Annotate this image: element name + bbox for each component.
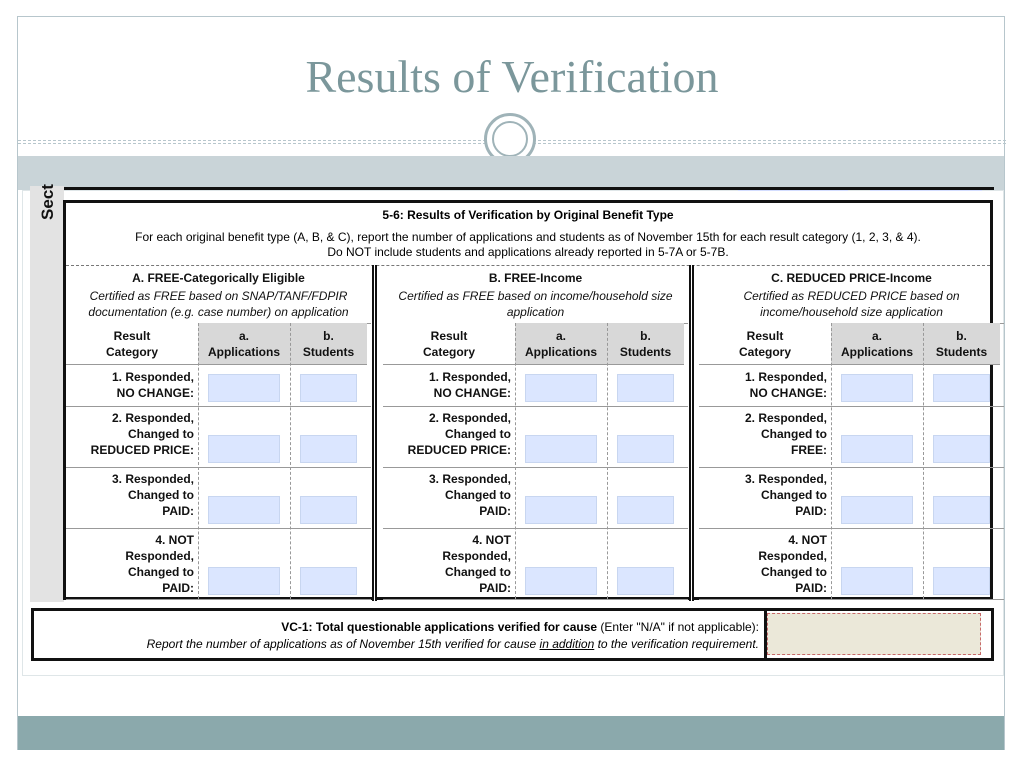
result-category-label: 2. Responded, Changed to REDUCED PRICE: [90, 411, 194, 457]
section-table [383, 265, 688, 597]
vc1-note-before: Report the number of applications as of November 15th verified for cause [146, 637, 540, 651]
column-divider [607, 323, 608, 599]
accent-band [18, 156, 1004, 190]
applications-input[interactable] [208, 435, 280, 463]
students-input[interactable] [617, 496, 674, 524]
result-category-label: 3. Responded, Changed to PAID: [744, 472, 827, 518]
column-header-students: b. Students [607, 323, 684, 365]
column-header-applications: a. Applications [515, 323, 607, 365]
column-header-students: b. Students [290, 323, 367, 365]
row-divider [383, 406, 688, 407]
students-input[interactable] [300, 435, 357, 463]
result-category-label: 2. Responded, Changed to REDUCED PRICE: [407, 411, 511, 457]
column-header-result: Result Category [699, 323, 831, 365]
applications-input[interactable] [525, 567, 597, 595]
applications-input[interactable] [525, 374, 597, 402]
applications-input[interactable] [525, 496, 597, 524]
students-input[interactable] [933, 496, 990, 524]
section-description: Certified as FREE based on income/household size application [398, 289, 673, 319]
students-input[interactable] [617, 435, 674, 463]
result-category-label: 1. Responded, NO CHANGE: [111, 370, 194, 400]
section-separator [372, 265, 377, 601]
row-divider [66, 406, 371, 407]
form-top-rule [30, 187, 994, 190]
result-category-label: 4. NOT Responded, Changed to PAID: [125, 533, 194, 595]
column-divider [198, 323, 199, 599]
vc1-answer-input[interactable] [767, 613, 981, 655]
section-title: C. REDUCED PRICE-Income [771, 271, 932, 285]
verification-form [63, 200, 993, 600]
applications-input[interactable] [208, 374, 280, 402]
applications-input[interactable] [841, 496, 913, 524]
vc1-label [281, 620, 759, 634]
row-divider [699, 467, 1004, 468]
applications-input[interactable] [208, 496, 280, 524]
result-category-label: 4. NOT Responded, Changed to PAID: [442, 533, 511, 595]
row-divider [699, 599, 1004, 600]
result-category-label: 3. Responded, Changed to PAID: [111, 472, 194, 518]
section-tab-label: Sect [38, 184, 57, 220]
slide-title: Results of Verification [305, 51, 719, 102]
students-input[interactable] [300, 567, 357, 595]
vc1-note-after: to the verification requirement. [594, 637, 759, 651]
applications-input[interactable] [208, 567, 280, 595]
vc1-label-bold: VC-1: Total questionable applications verified for cause [281, 620, 598, 634]
result-category-label: 4. NOT Responded, Changed to PAID: [758, 533, 827, 595]
section-description: Certified as FREE based on SNAP/TANF/FDPIR documentation (e.g. case number) on application [88, 289, 349, 319]
vc1-note [147, 637, 759, 651]
column-divider [831, 323, 832, 599]
section-title: B. FREE-Income [488, 271, 583, 285]
result-category-label: 2. Responded, Changed to FREE: [744, 411, 827, 457]
applications-input[interactable] [841, 374, 913, 402]
row-divider [66, 528, 371, 529]
section-table [699, 265, 1004, 597]
column-header-result: Result Category [66, 323, 198, 365]
students-input[interactable] [617, 374, 674, 402]
section-table [66, 265, 371, 597]
vc1-row [31, 608, 994, 661]
form-instruction-1: For each original benefit type (A, B, & C), report the number of applications and students as of November 15th for each result category (1, 2, 3, & 4). [135, 230, 921, 244]
applications-input[interactable] [841, 567, 913, 595]
result-category-label: 1. Responded, NO CHANGE: [428, 370, 511, 400]
section-title-block [383, 265, 688, 324]
section-title-block [66, 265, 371, 324]
form-header [66, 203, 990, 266]
section-separator [689, 265, 694, 601]
result-category-label: 1. Responded, NO CHANGE: [744, 370, 827, 400]
students-input[interactable] [933, 374, 990, 402]
row-divider [66, 599, 371, 600]
section-tab [30, 186, 64, 602]
students-input[interactable] [933, 435, 990, 463]
column-header-result: Result Category [383, 323, 515, 365]
column-divider [923, 323, 924, 599]
applications-input[interactable] [841, 435, 913, 463]
column-header-applications: a. Applications [831, 323, 923, 365]
applications-input[interactable] [525, 435, 597, 463]
students-input[interactable] [300, 496, 357, 524]
students-input[interactable] [300, 374, 357, 402]
row-divider [699, 528, 1004, 529]
section-title-block [699, 265, 1004, 324]
column-header-applications: a. Applications [198, 323, 290, 365]
result-category-label: 3. Responded, Changed to PAID: [428, 472, 511, 518]
vc1-note-underlined: in addition [539, 637, 595, 651]
section-description: Certified as REDUCED PRICE based on income/household size application [743, 289, 960, 319]
row-divider [66, 467, 371, 468]
bottom-band [18, 716, 1004, 750]
column-divider [290, 323, 291, 599]
row-divider [383, 467, 688, 468]
column-header-students: b. Students [923, 323, 1000, 365]
section-title: A. FREE-Categorically Eligible [132, 271, 305, 285]
students-input[interactable] [617, 567, 674, 595]
column-divider [515, 323, 516, 599]
form-heading: 5-6: Results of Verification by Original Benefit Type [382, 208, 674, 222]
vc1-label-rest: (Enter "N/A" if not applicable): [597, 620, 759, 634]
row-divider [699, 406, 1004, 407]
row-divider [383, 528, 688, 529]
row-divider [383, 599, 688, 600]
form-instruction-2: Do NOT include students and applications already reported in 5-7A or 5-7B. [327, 245, 729, 259]
students-input[interactable] [933, 567, 990, 595]
